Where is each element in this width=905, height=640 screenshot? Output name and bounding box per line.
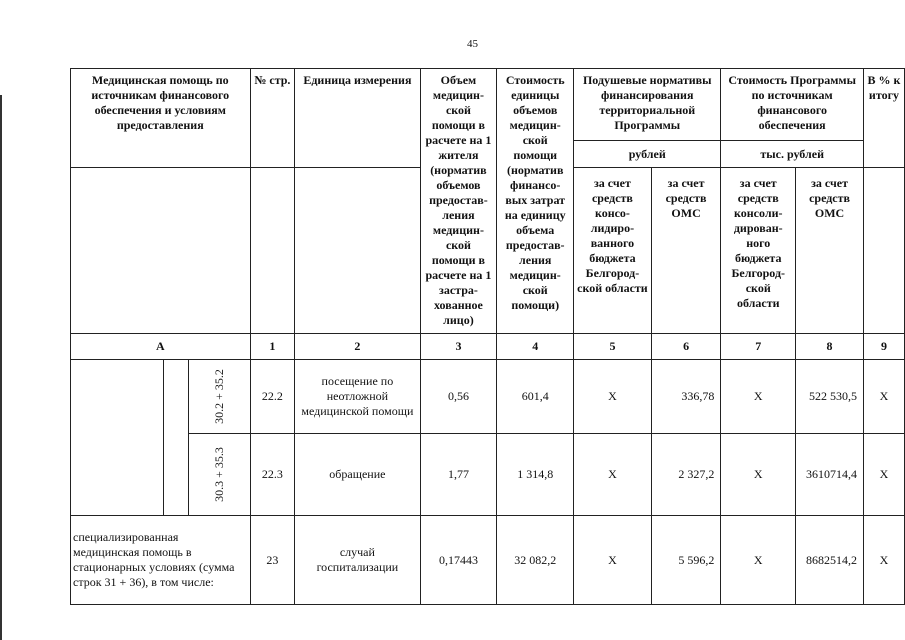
col-number-4: 4 <box>497 334 574 360</box>
col-number-7: 7 <box>721 334 796 360</box>
row-rotated-label: 30.2 + 35.2 <box>188 360 250 434</box>
col-number-3: 3 <box>420 334 497 360</box>
table-row <box>71 360 905 434</box>
row-norm-oms: 336,78 <box>651 360 721 434</box>
table-row <box>71 434 905 516</box>
header-col-6: за счет средств ОМС <box>651 168 721 334</box>
header-col-a-cont <box>71 168 251 334</box>
row-unit-cost: 32 082,2 <box>497 516 574 605</box>
header-col-1: № стр. <box>250 69 295 168</box>
row-cost-budget: Х <box>721 434 796 516</box>
header-col-9-cont <box>863 168 904 334</box>
header-col-8: за счет средств ОМС <box>796 168 864 334</box>
col-number-a: А <box>71 334 251 360</box>
table-row <box>71 516 905 605</box>
row-group-subcell <box>163 360 188 516</box>
col-number-9: 9 <box>863 334 904 360</box>
row-unit: посещение по неотложной медицинской помощи <box>295 360 420 434</box>
row-label: специализированная медицинская помощь в стационарных условиях (сумма строк 31 + 36), в том числе: <box>71 516 251 605</box>
header-unit-rubles: рублей <box>574 141 721 168</box>
header-col-5: за счет средств консо-лидиро-ванного бюджета Белгород-ской области <box>574 168 652 334</box>
row-rotated-label: 30.3 + 35.3 <box>188 434 250 516</box>
row-line-number: 22.2 <box>250 360 295 434</box>
row-percent: Х <box>863 360 904 434</box>
row-group-spacer <box>71 360 164 516</box>
header-col-a: Медицинская помощь по источникам финансового обеспечения и условиям предоставления <box>71 69 251 168</box>
header-group-norms: Подушевые нормативы финансирования территориальной Программы <box>574 69 721 141</box>
row-unit: случай госпитализации <box>295 516 420 605</box>
row-cost-budget: Х <box>721 516 796 605</box>
row-norm-oms: 2 327,2 <box>651 434 721 516</box>
col-number-8: 8 <box>796 334 864 360</box>
col-number-2: 2 <box>295 334 420 360</box>
header-col-9: В % к итогу <box>863 69 904 168</box>
header-col-7: за счет средств консоли-дирован-ного бюджета Белгород-ской области <box>721 168 796 334</box>
row-volume: 0,17443 <box>420 516 497 605</box>
row-cost-budget: Х <box>721 360 796 434</box>
row-volume: 1,77 <box>420 434 497 516</box>
row-cost-oms: 3610714,4 <box>796 434 864 516</box>
row-unit: обращение <box>295 434 420 516</box>
page-edge-line <box>0 95 2 640</box>
col-number-1: 1 <box>250 334 295 360</box>
row-cost-oms: 8682514,2 <box>796 516 864 605</box>
page-number: 45 <box>467 38 478 50</box>
row-norm-budget: Х <box>574 360 652 434</box>
header-col-2-cont <box>295 168 420 334</box>
col-number-5: 5 <box>574 334 652 360</box>
row-norm-oms: 5 596,2 <box>651 516 721 605</box>
row-line-number: 23 <box>250 516 295 605</box>
row-percent: Х <box>863 516 904 605</box>
row-cost-oms: 522 530,5 <box>796 360 864 434</box>
row-volume: 0,56 <box>420 360 497 434</box>
header-col-1-cont <box>250 168 295 334</box>
header-col-3: Объем медицин-ской помощи в расчете на 1 жителя (норматив объемов предостав-ления медицин-ской помощи в расчете на 1 застра-хованное лицо) <box>420 69 497 334</box>
header-col-2: Единица измерения <box>295 69 420 168</box>
header-group-cost: Стоимость Программы по источникам финансового обеспечения <box>721 69 864 141</box>
row-percent: Х <box>863 434 904 516</box>
header-col-4: Стоимость единицы объемов медицин-ской помощи (норматив финансо-вых затрат на единицу объема предостав-ления медицин-ской помощи) <box>497 69 574 334</box>
row-line-number: 22.3 <box>250 434 295 516</box>
col-number-6: 6 <box>651 334 721 360</box>
header-unit-thousand-rubles: тыс. рублей <box>721 141 864 168</box>
row-norm-budget: Х <box>574 434 652 516</box>
row-unit-cost: 601,4 <box>497 360 574 434</box>
row-norm-budget: Х <box>574 516 652 605</box>
row-unit-cost: 1 314,8 <box>497 434 574 516</box>
program-cost-table <box>70 68 905 605</box>
